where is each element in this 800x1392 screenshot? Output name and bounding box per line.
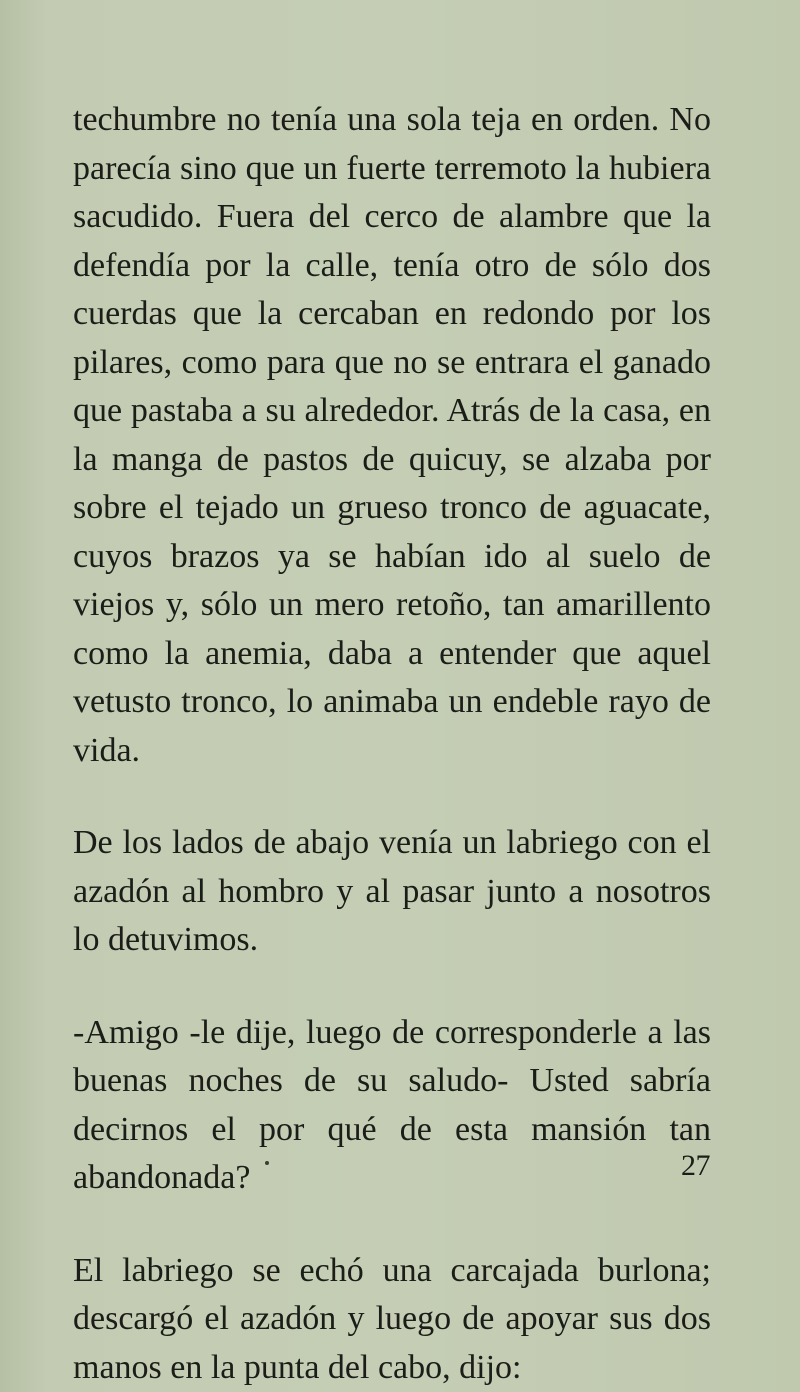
paragraph-3: -Amigo -le dije, luego de corresponderle a las buenas noches de su saludo- Usted sabría decirnos el por qué de esta mansión tan abandonada? xyxy=(73,1009,711,1203)
paragraph-2: De los lados de abajo venía un labriego con el azadón al hombro y al pasar junto a nosotros lo detuvimos. xyxy=(73,819,711,965)
page-text xyxy=(73,96,711,1392)
print-speck xyxy=(265,1161,269,1165)
paragraph-1: techumbre no tenía una sola teja en orden. No parecía sino que un fuerte terremoto la hubiera sacudido. Fuera del cerco de alambre que la defendía por la calle, tenía otro de sólo dos cuerdas que la cercaban en redondo por los pilares, como para que no se entrara el ganado que pastaba a su alrededor. Atrás de la casa, en la manga de pastos de quicuy, se alzaba por sobre el tejado un grueso tronco de aguacate, cuyos brazos ya se habían ido al suelo de viejos y, sólo un mero retoño, tan amarillento como la anemia, daba a entender que aquel vetusto tronco, lo animaba un endeble rayo de vida. xyxy=(73,96,711,775)
paragraph-4: El labriego se echó una carcajada burlona; descargó el azadón y luego de apoyar sus dos manos en la punta del cabo, dijo: xyxy=(73,1247,711,1392)
page-number: 27 xyxy=(681,1148,710,1184)
